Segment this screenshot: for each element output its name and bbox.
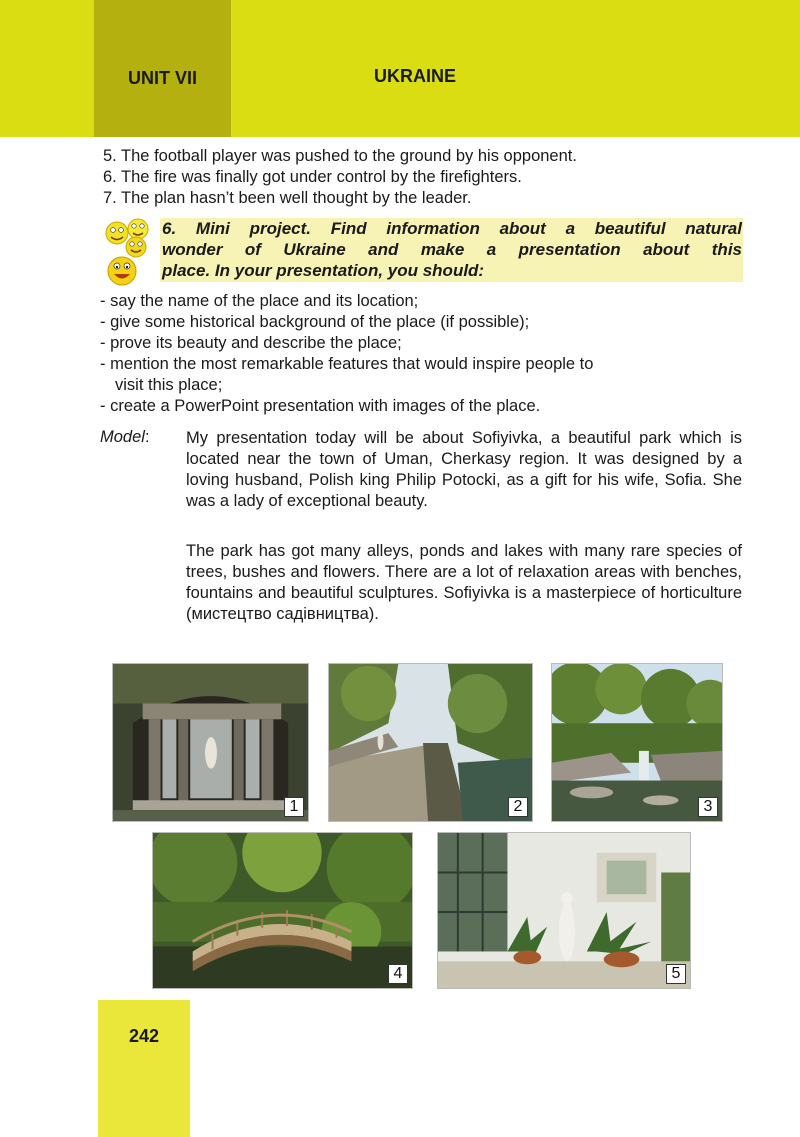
photo-number: 1: [284, 797, 304, 817]
list-item: - say the name of the place and its location;: [100, 292, 419, 310]
sentence-5: 5. The football player was pushed to the ground by his opponent.: [103, 147, 577, 165]
page-number-box: [98, 1000, 190, 1137]
chapter-title: UKRAINE: [374, 66, 457, 86]
photo-2-image: [329, 664, 532, 821]
sentence-6: 6. The fire was finally got under control by the firefighters.: [103, 168, 522, 186]
task-instructions: [162, 218, 742, 281]
photo-5-image: [438, 833, 690, 988]
requirements-list: [100, 291, 750, 417]
photo-1-image: [113, 664, 308, 821]
list-item: - give some historical background of the place (if possible);: [100, 313, 530, 331]
photo-1-fountain: [112, 663, 309, 822]
photo-4-image: [153, 833, 412, 988]
photo-4-bridge: [152, 832, 413, 989]
model-label: [100, 428, 150, 447]
task-line-2: wonder of Ukraine and make a presentation about this: [162, 240, 742, 259]
list-item: - mention the most remarkable features that would inspire people to: [100, 355, 594, 373]
photo-number: 2: [508, 797, 528, 817]
list-item: - prove its beauty and describe the place;: [100, 334, 402, 352]
page-number: 242: [128, 1026, 160, 1046]
photo-number: 5: [666, 964, 686, 984]
task-line-3: place. In your presentation, you should:: [162, 261, 485, 280]
model-label-colon: :: [144, 428, 150, 446]
photo-number: 4: [388, 964, 408, 984]
photo-2-alley: [328, 663, 533, 822]
list-item: - create a PowerPoint presentation with images of the place.: [100, 397, 541, 415]
model-paragraph-1: My presentation today will be about Sofiyivka, a beautiful park which is located near the town of Uman, Cherkasy region. It was designed by a loving husband, Polish king Philip Potocki, as a gift for his wife, Sofia. She was a lady of exceptional beauty.: [186, 429, 742, 510]
model-paragraph-2: The park has got many alleys, ponds and lakes with many rare species of trees, bushes and flowers. There are a lot of relaxation areas with benches, fountains and beautiful sculptures. Sofiyivka is a masterpiece of horticulture (мистецтво садівництва).: [186, 542, 742, 623]
photo-number: 3: [698, 797, 718, 817]
list-item: visit this place;: [115, 376, 223, 394]
unit-label: UNIT VII: [127, 68, 197, 88]
sentence-7: 7. The plan hasn’t been well thought by the leader.: [103, 189, 472, 207]
exercise-sentences: [103, 146, 743, 209]
model-label-text: Model: [100, 428, 145, 446]
photo-3-image: [552, 664, 722, 821]
smiley-faces-icon: [102, 213, 154, 289]
photo-5-conservatory: [437, 832, 691, 989]
photo-3-waterfall: [551, 663, 723, 822]
task-line-1: 6. Mini project. Find information about a beautiful natural: [162, 219, 742, 238]
